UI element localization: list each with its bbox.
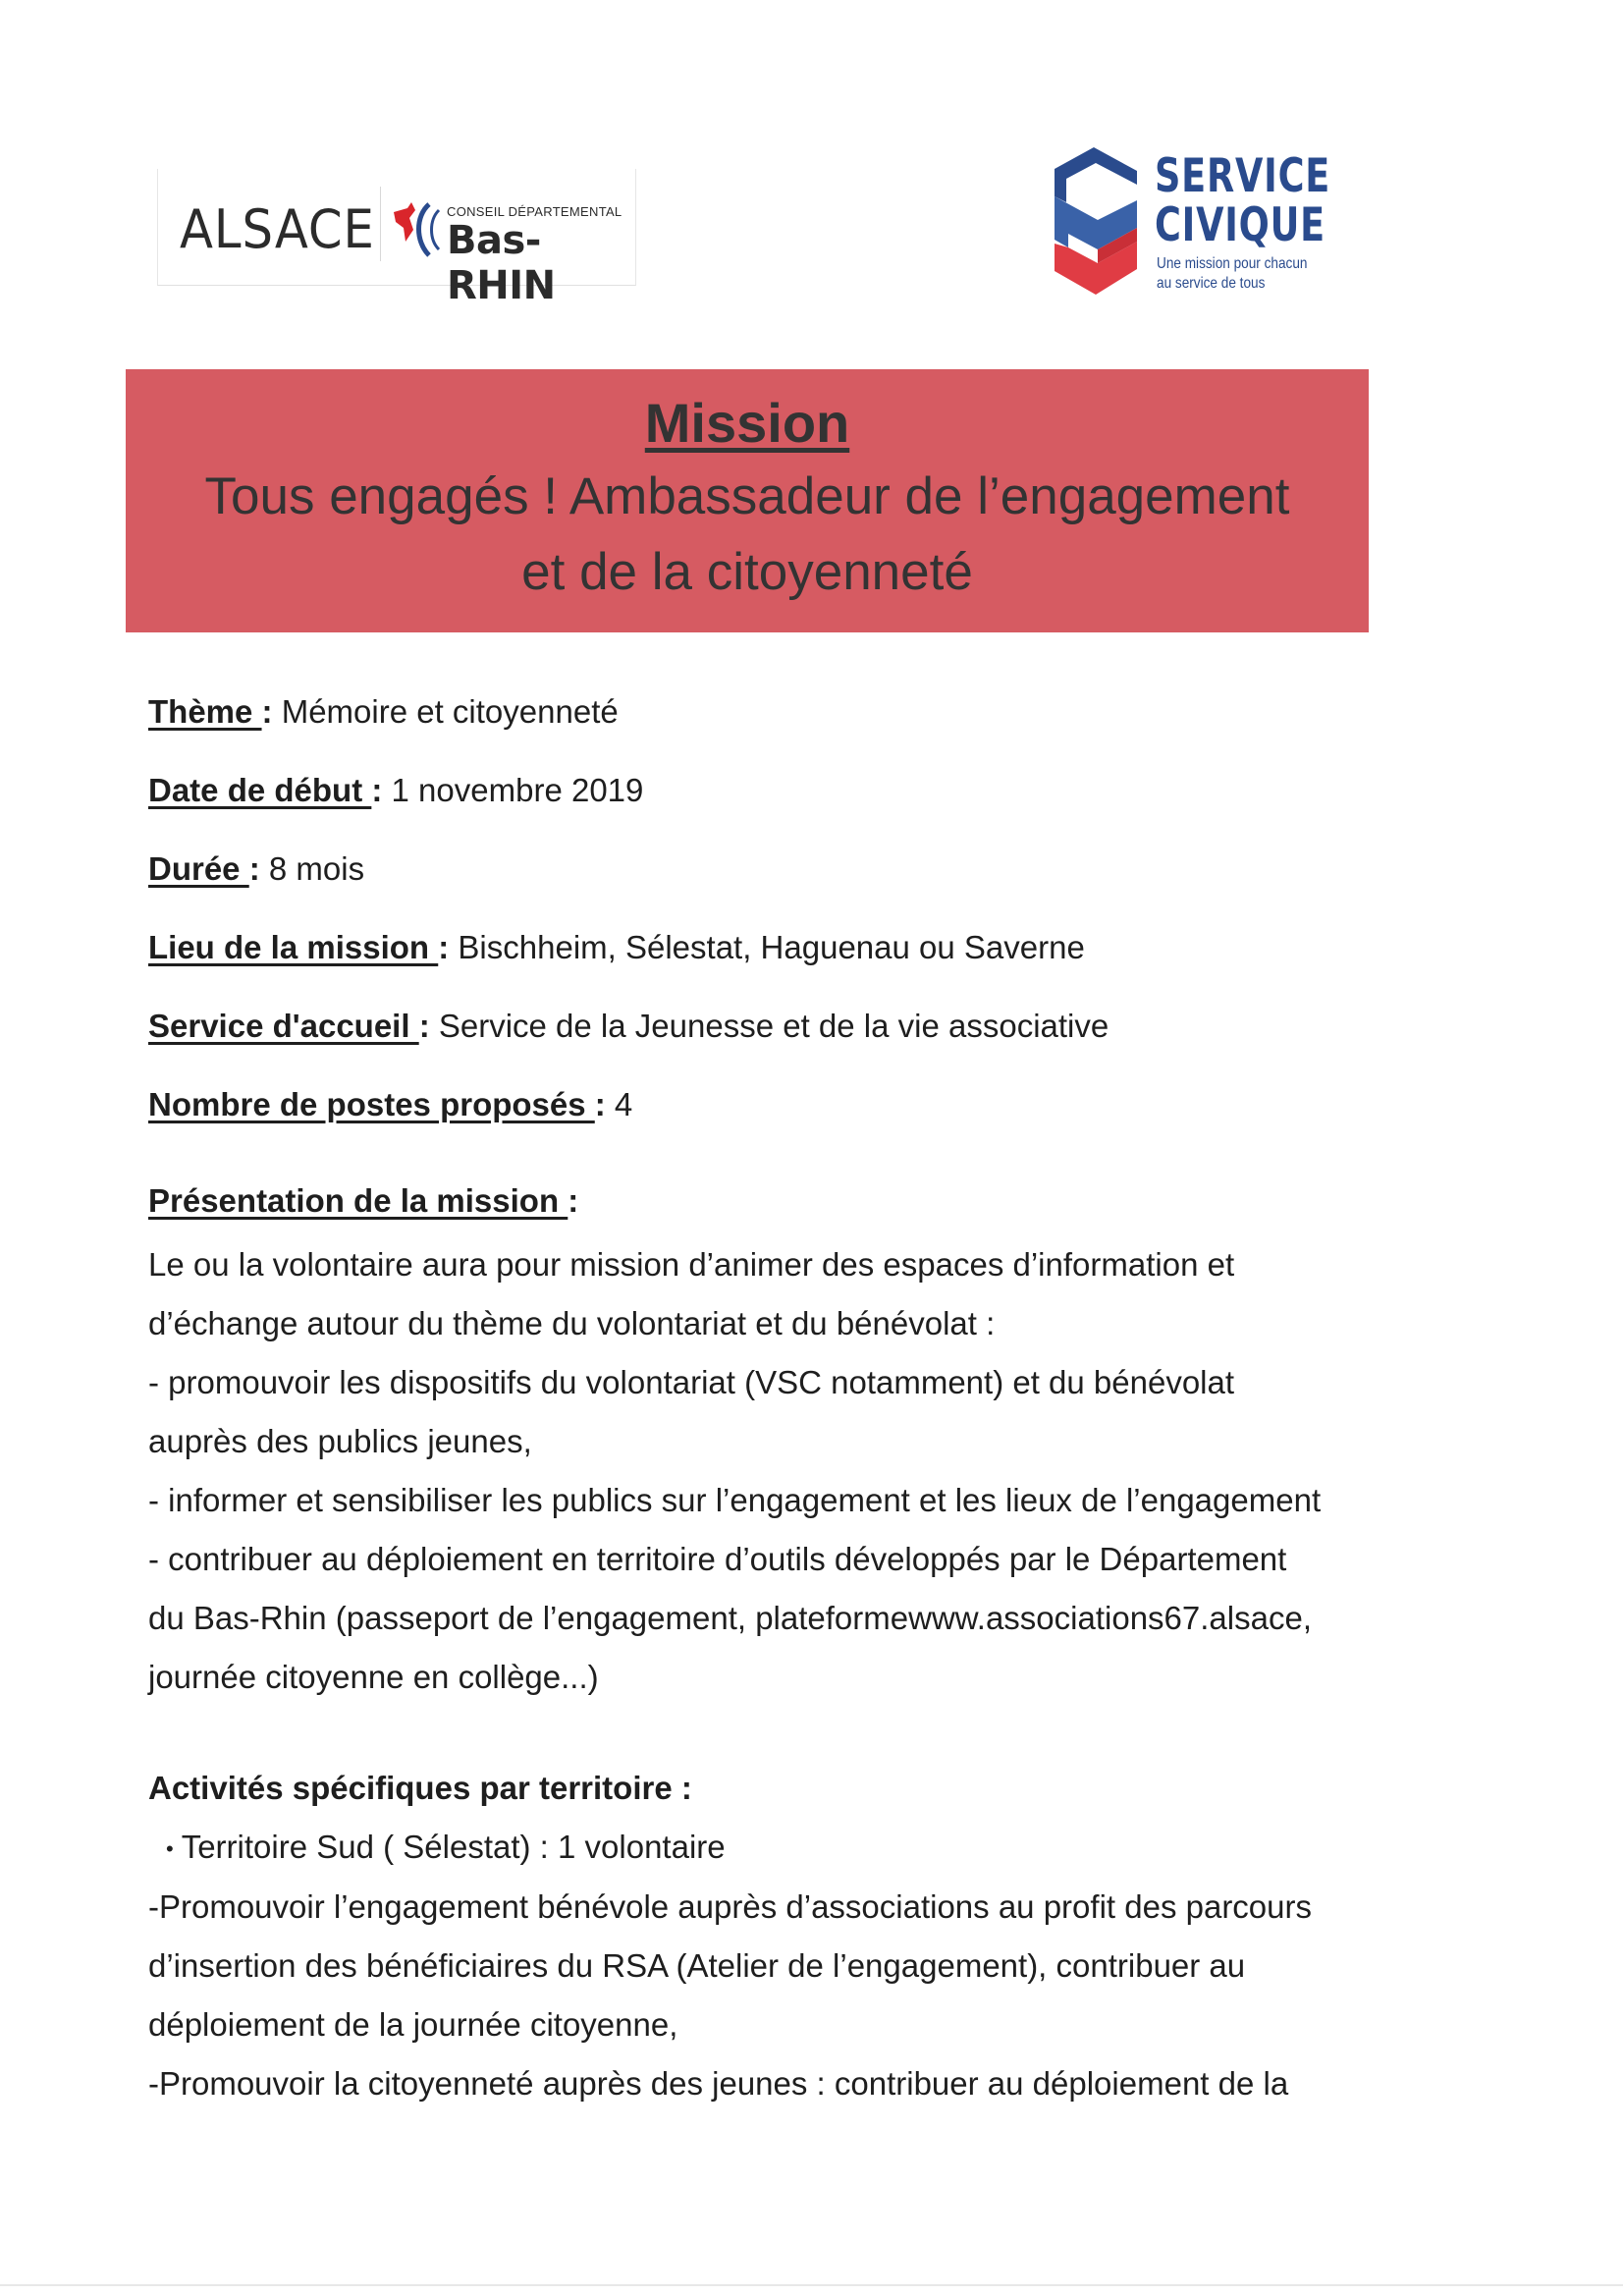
field-theme-value: Mémoire et citoyenneté — [272, 693, 619, 730]
field-host-service-label: Service d'accueil — [148, 1008, 419, 1044]
field-theme: Thème : Mémoire et citoyenneté — [148, 693, 619, 730]
activities-line: déploiement de la journée citoyenne, — [148, 2006, 678, 2043]
presentation-line: - promouvoir les dispositifs du volontariat (VSC notamment) et du bénévolat — [148, 1364, 1235, 1400]
field-start-date: Date de début : 1 novembre 2019 — [148, 772, 644, 808]
field-duration-label: Durée — [148, 850, 249, 887]
activities-line: d’insertion des bénéficiaires du RSA (Atelier de l’engagement), contribuer au — [148, 1947, 1246, 1984]
service-civique-logo — [1047, 145, 1341, 302]
mission-title-banner — [126, 369, 1369, 632]
presentation-line: journée citoyenne en collège...) — [148, 1659, 599, 1695]
field-theme-label: Thème — [148, 693, 262, 730]
presentation-heading: Présentation de la mission : — [148, 1182, 579, 1219]
presentation-line: - informer et sensibiliser les publics sur l’engagement et les lieux de l’engagement — [148, 1482, 1322, 1518]
field-duration: Durée : 8 mois — [148, 850, 365, 887]
service-civique-line2: CIVIQUE — [1155, 198, 1326, 252]
conseil-departemental-text: CONSEIL DÉPARTEMENTAL — [447, 204, 622, 219]
mission-heading: Mission — [644, 392, 850, 454]
activities-heading: Activités spécifiques par territoire : — [148, 1770, 692, 1806]
presentation-line: auprès des publics jeunes, — [148, 1423, 532, 1459]
field-location-value: Bischheim, Sélestat, Haguenau ou Saverne — [449, 929, 1085, 965]
field-host-service: Service d'accueil : Service de la Jeunesse et de la vie associative — [148, 1008, 1109, 1044]
field-positions-value: 4 — [605, 1086, 633, 1122]
field-duration-value: 8 mois — [259, 850, 365, 887]
service-civique-emblem-icon — [1047, 145, 1145, 299]
service-civique-tagline-2: au service de tous — [1157, 275, 1266, 292]
activities-line: -Promouvoir l’engagement bénévole auprès d’associations au profit des parcours — [148, 1888, 1313, 1925]
mission-title-line-1: Tous engagés ! Ambassadeur de l’engagement — [204, 467, 1290, 525]
presentation-line: du Bas-Rhin (passeport de l’engagement, plateformewww.associations67.alsace, — [148, 1600, 1312, 1636]
field-positions: Nombre de postes proposés : 4 — [148, 1086, 633, 1122]
field-location-label: Lieu de la mission — [148, 929, 439, 965]
field-location: Lieu de la mission : Bischheim, Sélestat, Haguenau ou Saverne — [148, 929, 1085, 965]
bullet-dot-icon: • — [166, 1836, 174, 1862]
logo-divider — [380, 187, 381, 261]
field-start-date-label: Date de début — [148, 772, 372, 808]
service-civique-tagline-1: Une mission pour chacun — [1157, 255, 1308, 272]
presentation-line: d’échange autour du thème du volontariat et du bénévolat : — [148, 1305, 996, 1341]
activities-line: -Promouvoir la citoyenneté auprès des jeunes : contribuer au déploiement de la — [148, 2065, 1289, 2102]
field-host-service-value: Service de la Jeunesse et de la vie associative — [429, 1008, 1109, 1044]
service-civique-line1: SERVICE — [1155, 149, 1331, 203]
mission-title-line-2: et de la citoyenneté — [521, 543, 973, 601]
alsace-basrhin-logo — [157, 169, 636, 308]
basrhin-wordmark: Bas-RHIN — [447, 218, 556, 308]
presentation-line: Le ou la volontaire aura pour mission d’animer des espaces d’information et — [148, 1246, 1235, 1283]
field-positions-label: Nombre de postes proposés — [148, 1086, 595, 1122]
presentation-line: - contribuer au déploiement en territoire d’outils développés par le Département — [148, 1541, 1287, 1577]
alsace-wordmark: ALSACE — [180, 198, 375, 260]
page-bottom-rule — [0, 2284, 1623, 2286]
basrhin-emblem-icon — [390, 198, 445, 259]
mission-title — [126, 459, 1369, 610]
territory-bullet: • Territoire Sud ( Sélestat) : 1 volontaire — [166, 1829, 726, 1865]
activities-paragraph — [148, 1878, 1376, 2113]
presentation-paragraph — [148, 1235, 1376, 1707]
field-start-date-value: 1 novembre 2019 — [382, 772, 644, 808]
